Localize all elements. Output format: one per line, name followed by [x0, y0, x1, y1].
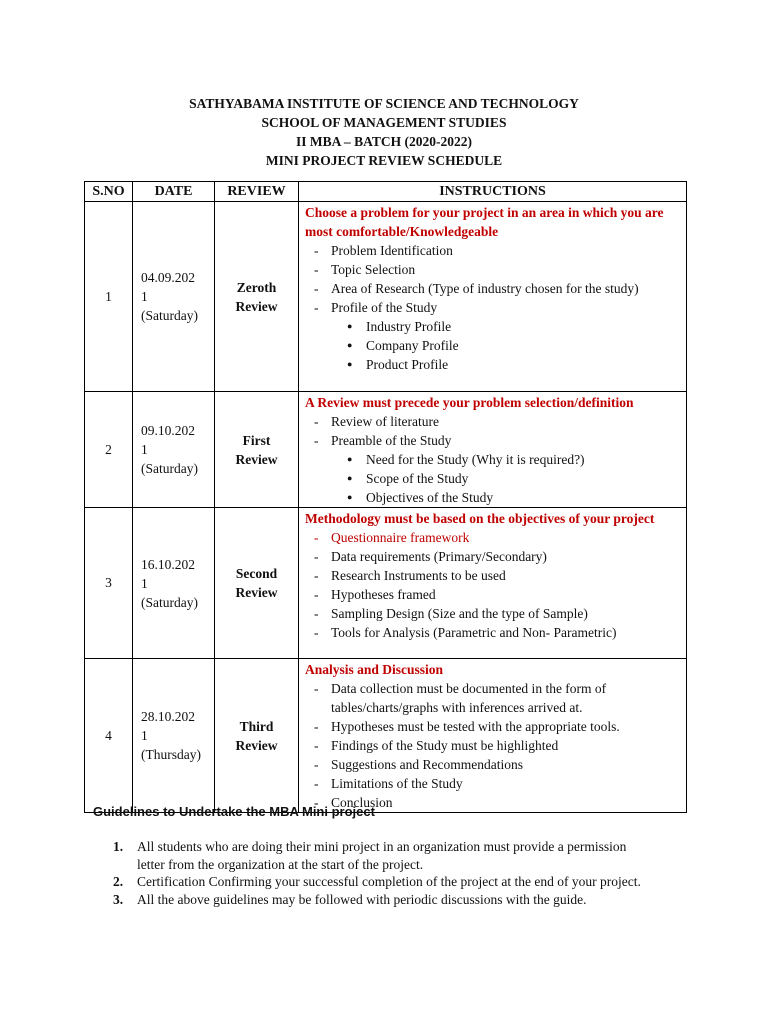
row-review [215, 659, 299, 813]
col-header-review: REVIEW [215, 182, 299, 202]
instruction-list [305, 528, 682, 642]
sub-list-item: ● Industry Profile [366, 317, 682, 336]
review-name: Review [235, 737, 278, 753]
date-text: 1 [141, 289, 148, 304]
batch-title: II MBA – BATCH (2020-2022) [295, 134, 472, 149]
guideline-text: All students who are doing their mini project in an organization must provide a permission letter from the organization at the start of the project. [137, 839, 627, 872]
date-text: 16.10.202 [141, 556, 195, 572]
row-date [133, 202, 215, 392]
row-date [133, 508, 215, 659]
row-instructions [299, 508, 687, 659]
sub-list [305, 317, 682, 374]
guideline-item [113, 873, 657, 891]
list-item: - Problem Identification [331, 241, 682, 260]
guideline-number: 2. [113, 874, 124, 889]
instruction-heading: Methodology must be based on the objectives of your project [305, 511, 655, 526]
instruction-list [305, 679, 682, 812]
sub-list-item: ● Company Profile [366, 336, 682, 355]
date-text: 28.10.202 [141, 709, 195, 724]
instruction-list [305, 241, 682, 317]
instruction-heading: A Review must precede your problem selection/definition [305, 395, 634, 410]
guideline-number: 1. [113, 839, 124, 854]
list-item-highlighted: - Questionnaire framework [331, 528, 682, 547]
instruction-heading: Analysis and Discussion [305, 662, 444, 677]
col-header-instructions: INSTRUCTIONS [299, 182, 687, 202]
table-row [85, 392, 687, 508]
guideline-text: Certification Confirming your successful completion of the project at the end of your project. [137, 874, 641, 889]
instruction-heading: Choose a problem for your project in an area in which you are most comfortable/Knowledgeable [305, 205, 664, 239]
date-day: (Saturday) [141, 594, 198, 610]
table-row [85, 659, 687, 813]
sub-list-item: ● Objectives of the Study [366, 488, 682, 507]
sub-list-item: ● Product Profile [366, 355, 682, 374]
list-item: - Findings of the Study must be highlighted [331, 736, 682, 755]
row-date [133, 659, 215, 813]
date-text: 1 [141, 575, 148, 591]
list-item: - Area of Research (Type of industry chosen for the study) [331, 279, 682, 298]
list-item: - Hypotheses framed [331, 585, 682, 604]
row-review [215, 508, 299, 659]
list-item: - Limitations of the Study [331, 774, 682, 793]
col-header-sno: S.NO [85, 182, 133, 202]
guidelines-title: Guidelines to Undertake the MBA Mini project [93, 804, 375, 819]
row-instructions [299, 392, 687, 508]
row-date [133, 392, 215, 508]
review-name: Third [239, 718, 274, 734]
list-item: - Suggestions and Recommendations [331, 755, 682, 774]
date-text: 09.10.202 [141, 423, 195, 438]
list-item: - Topic Selection [331, 260, 682, 279]
date-text: 1 [141, 442, 148, 457]
row-sno: 1 [85, 202, 133, 392]
sub-list [305, 450, 682, 507]
table-row [85, 508, 687, 659]
row-review [215, 202, 299, 392]
guidelines-list [113, 838, 657, 908]
date-day: (Thursday) [141, 747, 201, 762]
list-item: - Data requirements (Primary/Secondary) [331, 547, 682, 566]
date-day: (Saturday) [141, 461, 198, 476]
list-item: - Hypotheses must be tested with the appropriate tools. [331, 717, 682, 736]
guideline-item [113, 891, 657, 909]
guideline-number: 3. [113, 891, 124, 907]
date-text: 04.09.202 [141, 270, 195, 285]
date-day: (Saturday) [141, 308, 198, 323]
row-sno: 3 [85, 508, 133, 659]
row-instructions [299, 202, 687, 392]
row-sno: 2 [85, 392, 133, 508]
instruction-list [305, 412, 682, 450]
institute-name: SATHYABAMA INSTITUTE OF SCIENCE AND TECHNOLOGY [189, 96, 579, 111]
col-header-date: DATE [133, 182, 215, 202]
review-name: Review [235, 451, 278, 467]
table-row [85, 202, 687, 392]
table-header-row [85, 182, 687, 202]
sub-list-item: ● Scope of the Study [366, 469, 682, 488]
list-item: - Review of literature [331, 412, 682, 431]
list-item: - Research Instruments to be used [331, 566, 682, 585]
review-name: Second [235, 566, 278, 581]
review-name: Review [235, 298, 278, 314]
review-name: Review [235, 585, 278, 600]
guideline-text: All the above guidelines may be followed with periodic discussions with the guide. [137, 891, 587, 907]
list-item: - Preamble of the Study [331, 431, 682, 450]
list-item: - Tools for Analysis (Parametric and Non- Parametric) [331, 623, 682, 642]
list-item: - Sampling Design (Size and the type of Sample) [331, 604, 682, 623]
row-sno: 4 [85, 659, 133, 813]
list-item: - Data collection must be documented in the form of tables/charts/graphs with inferences arrived at. [331, 679, 682, 717]
schedule-title: MINI PROJECT REVIEW SCHEDULE [265, 153, 503, 168]
school-name: SCHOOL OF MANAGEMENT STUDIES [261, 115, 507, 130]
document-header [0, 94, 768, 170]
row-instructions [299, 659, 687, 813]
review-name: First [242, 432, 271, 448]
review-schedule-table [84, 181, 687, 813]
list-item: - Conclusion [331, 793, 682, 812]
list-item: - Profile of the Study [331, 298, 682, 317]
date-text: 1 [141, 728, 148, 743]
guideline-item [113, 838, 657, 873]
sub-list-item: ● Need for the Study (Why it is required?) [366, 450, 682, 469]
review-name: Zeroth [236, 279, 277, 295]
row-review [215, 392, 299, 508]
